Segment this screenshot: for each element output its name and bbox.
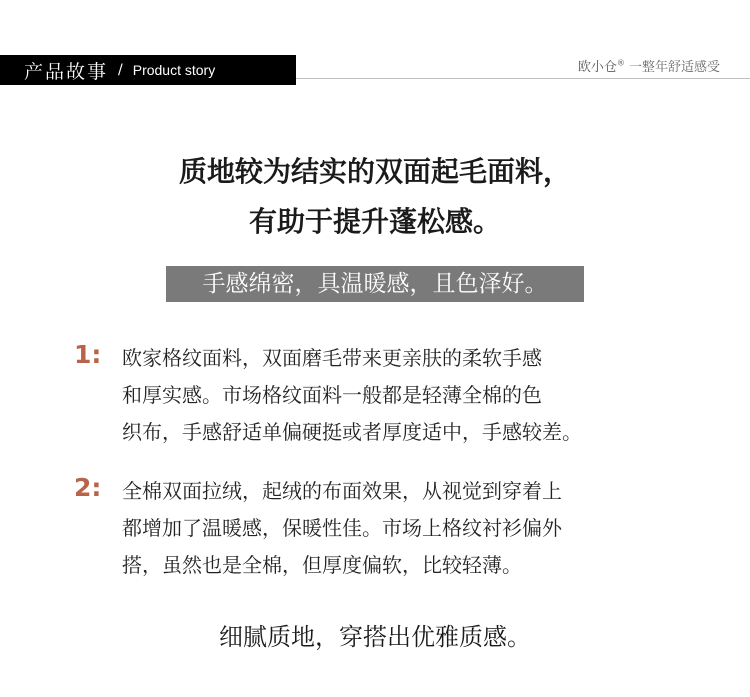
point-line: 都增加了温暖感，保暖性佳。市场上格纹衬衫偏外 xyxy=(122,516,562,540)
registered-mark: ® xyxy=(616,58,625,68)
point-line: 搭，虽然也是全棉，但厚度偏软，比较轻薄。 xyxy=(122,553,522,577)
headline-line-2: 有助于提升蓬松感。 xyxy=(248,205,501,238)
point-text xyxy=(122,473,722,584)
point-text xyxy=(122,340,722,451)
closing-statement: 细腻质地，穿搭出优雅质感。 xyxy=(219,623,531,651)
point-number: 1: xyxy=(74,340,102,369)
headline-line-1: 质地较为结实的双面起毛面料， xyxy=(178,155,571,188)
brand-name: 欧小仓 xyxy=(577,60,617,75)
point-number: 2: xyxy=(74,473,102,502)
point-line: 织布，手感舒适单偏硬挺或者厚度适中，手感较差。 xyxy=(122,420,582,444)
subheading-banner: 手感绵密，具温暖感，且色泽好。 xyxy=(166,266,584,302)
header-divider xyxy=(296,78,750,79)
point-line: 和厚实感。市场格纹面料一般都是轻薄全棉的色 xyxy=(122,383,542,407)
point-line: 欧家格纹面料，双面磨毛带来更亲肤的柔软手感 xyxy=(122,346,542,370)
brand-tagline xyxy=(578,56,720,75)
section-title-separator: / xyxy=(118,62,123,78)
section-title-zh: 产品故事 xyxy=(24,60,109,83)
section-title-en: Product story xyxy=(132,62,216,78)
section-header xyxy=(0,55,296,85)
brand-slogan: 一整年舒适感受 xyxy=(628,60,720,75)
point-line: 全棉双面拉绒，起绒的布面效果，从视觉到穿着上 xyxy=(122,479,562,503)
